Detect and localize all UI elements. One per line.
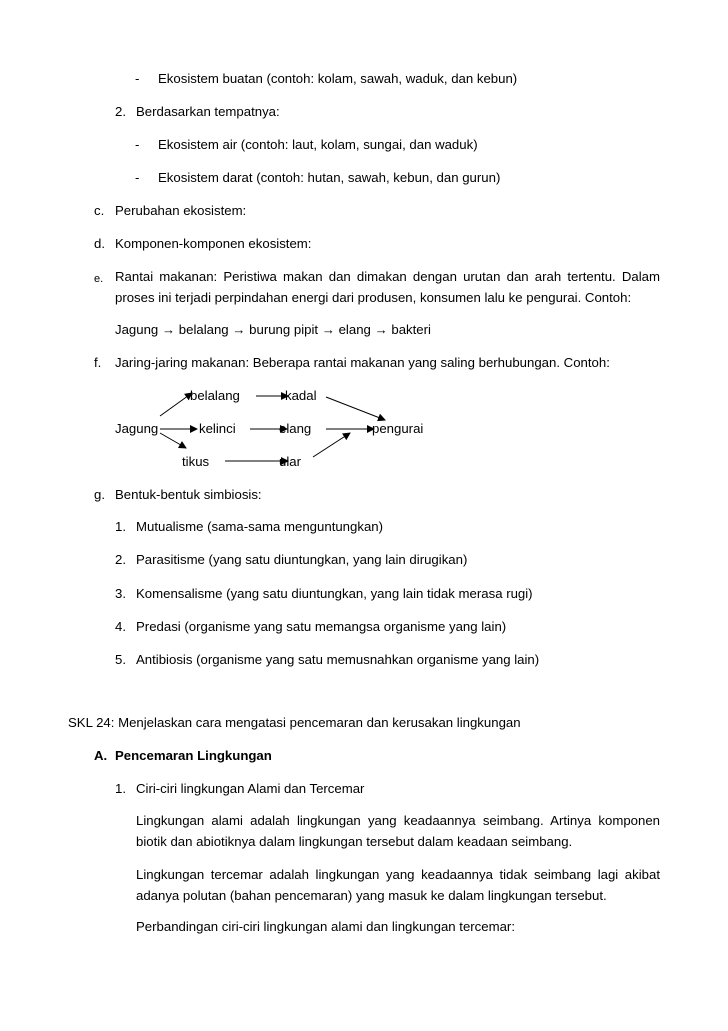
topic-label-f: f. — [94, 355, 102, 370]
food-web-node-kelinci: kelinci — [199, 421, 236, 436]
symbiosis-number: 2. — [115, 552, 126, 567]
list-item-water-ecosystem: Ekosistem air (contoh: laut, kolam, sungai, dan waduk) — [158, 137, 478, 152]
symbiosis-item: Parasitisme (yang satu diuntungkan, yang lain dirugikan) — [136, 552, 468, 567]
list-item-land-ecosystem: Ekosistem darat (contoh: hutan, sawah, kebun, dan gurun) — [158, 170, 501, 185]
section-label-a: A. — [94, 748, 108, 763]
paragraph-comparison: Perbandingan ciri-ciri lingkungan alami dan lingkungan tercemar: — [136, 919, 515, 934]
list-marker: - — [135, 71, 140, 86]
food-web-node-elang: elang — [279, 421, 312, 436]
food-web-node-belalang: belalang — [190, 388, 240, 403]
list-item-by-place: Berdasarkan tempatnya: — [136, 104, 280, 119]
symbiosis-number: 5. — [115, 652, 126, 667]
topic-label-d: d. — [94, 236, 105, 251]
food-web-node-jagung: Jagung — [115, 421, 159, 436]
subsection-number: 1. — [115, 781, 126, 796]
symbiosis-number: 4. — [115, 619, 126, 634]
food-web-node-pengurai: pengurai — [372, 421, 424, 436]
food-chain-example: Jagung → belalang → burung pipit → elang → bakteri — [115, 322, 431, 337]
topic-text-f: Jaring-jaring makanan: Beberapa rantai makanan yang saling berhubungan. Contoh: — [115, 355, 610, 370]
subsection-title: Ciri-ciri lingkungan Alami dan Tercemar — [136, 781, 365, 796]
list-marker: - — [135, 137, 140, 152]
list-marker: - — [135, 170, 140, 185]
arrow-jagung-belalang — [160, 393, 192, 416]
topic-text-g: Bentuk-bentuk simbiosis: — [115, 487, 262, 502]
arrow-ular-elang — [313, 433, 350, 457]
symbiosis-item: Antibiosis (organisme yang satu memusnahkan organisme yang lain) — [136, 652, 540, 667]
paragraph-natural-environment: Lingkungan alami adalah lingkungan yang keadaannya seimbang. Artinya komponen biotik dan abiotiknya dalam lingkungan tersebut dalam keadaan seimbang. — [136, 813, 660, 849]
topic-text-e: Rantai makanan: Peristiwa makan dan dimakan dengan urutan dan arah tertentu. Dalam proses ini terjadi perpindahan energi dari produsen, konsumen lalu ke pengurai. Contoh: — [115, 269, 660, 305]
topic-label-e: e. — [94, 273, 104, 285]
list-item-artificial-ecosystem: Ekosistem buatan (contoh: kolam, sawah, waduk, dan kebun) — [158, 71, 518, 86]
symbiosis-item: Predasi (organisme yang satu memangsa organisme yang lain) — [136, 619, 507, 634]
section-title-a: Pencemaran Lingkungan — [115, 748, 272, 763]
topic-text-d: Komponen-komponen ekosistem: — [115, 236, 312, 251]
arrow-jagung-tikus — [160, 433, 186, 448]
symbiosis-item: Komensalisme (yang satu diuntungkan, yang lain tidak merasa rugi) — [136, 586, 533, 601]
symbiosis-number: 1. — [115, 519, 126, 534]
topic-label-c: c. — [94, 203, 105, 218]
food-web-node-ular: ular — [279, 454, 301, 469]
symbiosis-item: Mutualisme (sama-sama menguntungkan) — [136, 519, 384, 534]
list-number: 2. — [115, 104, 126, 119]
topic-label-g: g. — [94, 487, 105, 502]
topic-text-c: Perubahan ekosistem: — [115, 203, 247, 218]
food-web-node-tikus: tikus — [182, 454, 210, 469]
food-web-node-kadal: kadal — [285, 388, 317, 403]
skl-heading: SKL 24: Menjelaskan cara mengatasi pencemaran dan kerusakan lingkungan — [68, 715, 521, 730]
paragraph-polluted-environment: Lingkungan tercemar adalah lingkungan yang keadaannya tidak seimbang lagi akibat adanya polutan (bahan pencemaran) yang masuk ke dalam lingkungan tersebut. — [136, 867, 660, 903]
symbiosis-number: 3. — [115, 586, 126, 601]
arrow-kadal-pengurai — [326, 397, 385, 420]
